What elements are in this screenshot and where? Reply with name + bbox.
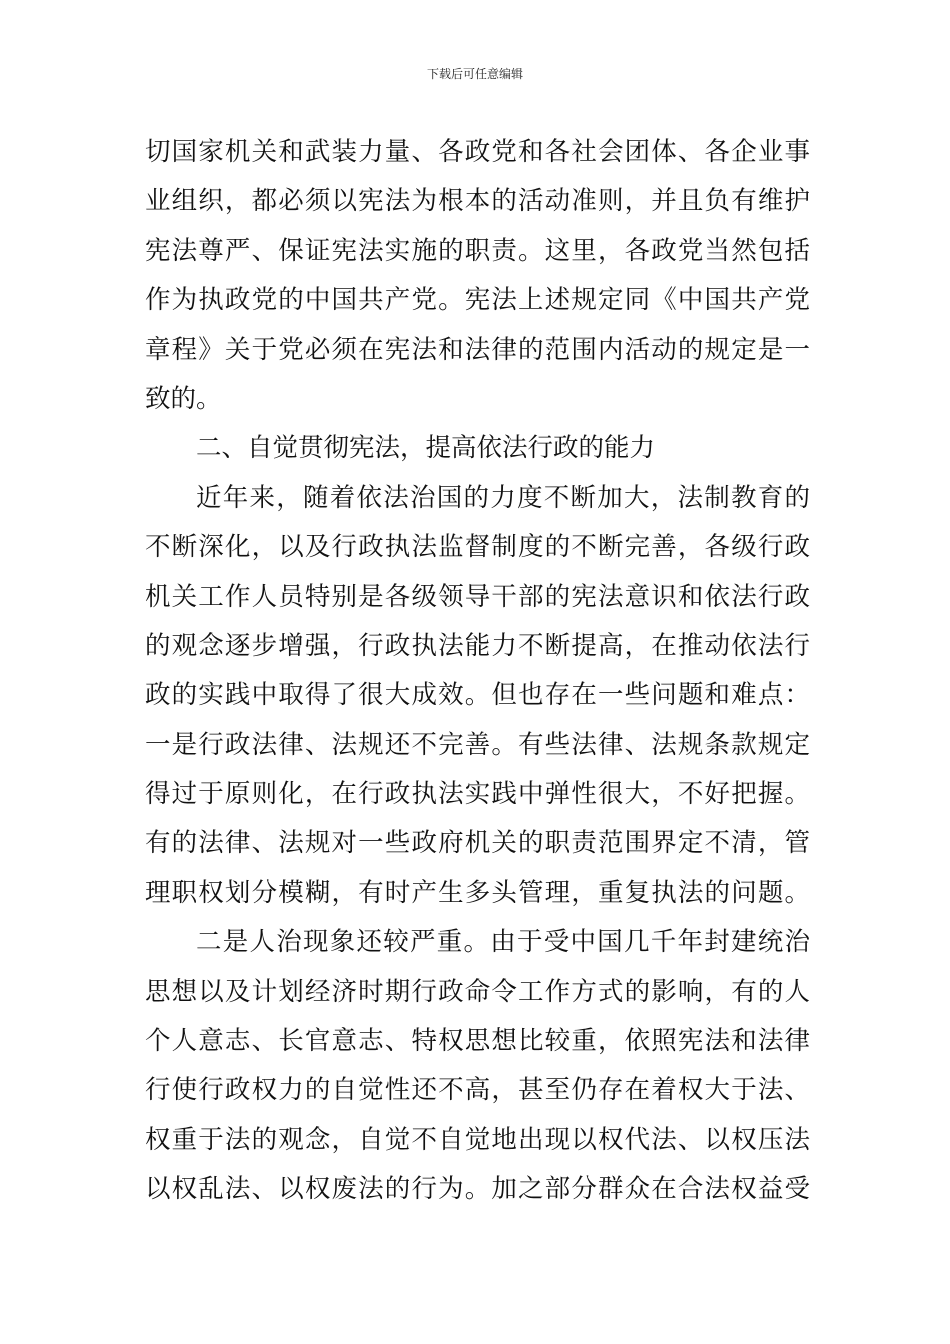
text-line: 有的法律、法规对一些政府机关的职责范围界定不清，管 bbox=[145, 828, 810, 859]
text-line: 政的实践中取得了很大成效。但也存在一些问题和难点： bbox=[145, 680, 810, 711]
text-line: 权重于法的观念，自觉不自觉地出现以权代法、以权压法 bbox=[145, 1124, 810, 1155]
text-line: 近年来，随着依法治国的力度不断加大，法制教育的 bbox=[196, 482, 810, 513]
text-line: 二是人治现象还较严重。由于受中国几千年封建统治 bbox=[196, 927, 810, 958]
text-line: 章程》关于党必须在宪法和法律的范围内活动的规定是一 bbox=[145, 334, 810, 365]
text-line: 理职权划分模糊，有时产生多头管理，重复执法的问题。 bbox=[145, 877, 810, 908]
text-line: 机关工作人员特别是各级领导干部的宪法意识和依法行政 bbox=[145, 581, 810, 612]
document-body bbox=[145, 128, 810, 1215]
text-line: 作为执政党的中国共产党。宪法上述规定同《中国共产党 bbox=[145, 285, 810, 316]
text-line: 不断深化，以及行政执法监督制度的不断完善，各级行政 bbox=[145, 532, 810, 563]
text-line: 的观念逐步增强，行政执法能力不断提高，在推动依法行 bbox=[145, 630, 810, 661]
text-line: 得过于原则化，在行政执法实践中弹性很大，不好把握。 bbox=[145, 779, 810, 810]
text-line: 以权乱法、以权废法的行为。加之部分群众在合法权益受 bbox=[145, 1174, 810, 1205]
page-header: 下载后可任意编辑 bbox=[426, 67, 523, 81]
text-line: 行使行政权力的自觉性还不高，甚至仍存在着权大于法、 bbox=[145, 1075, 810, 1106]
text-line: 一是行政法律、法规还不完善。有些法律、法规条款规定 bbox=[145, 729, 810, 760]
text-line: 宪法尊严、保证宪法实施的职责。这里，各政党当然包括 bbox=[145, 235, 810, 266]
text-line: 思想以及计划经济时期行政命令工作方式的影响，有的人 bbox=[145, 976, 810, 1007]
text-line: 切国家机关和武装力量、各政党和各社会团体、各企业事 bbox=[145, 137, 810, 167]
text-line: 致的。 bbox=[145, 383, 222, 414]
text-line: 二、自觉贯彻宪法，提高依法行政的能力 bbox=[196, 433, 656, 464]
text-line: 个人意志、长官意志、特权思想比较重，依照宪法和法律 bbox=[145, 1026, 810, 1057]
text-line: 业组织，都必须以宪法为根本的活动准则，并且负有维护 bbox=[145, 186, 810, 217]
